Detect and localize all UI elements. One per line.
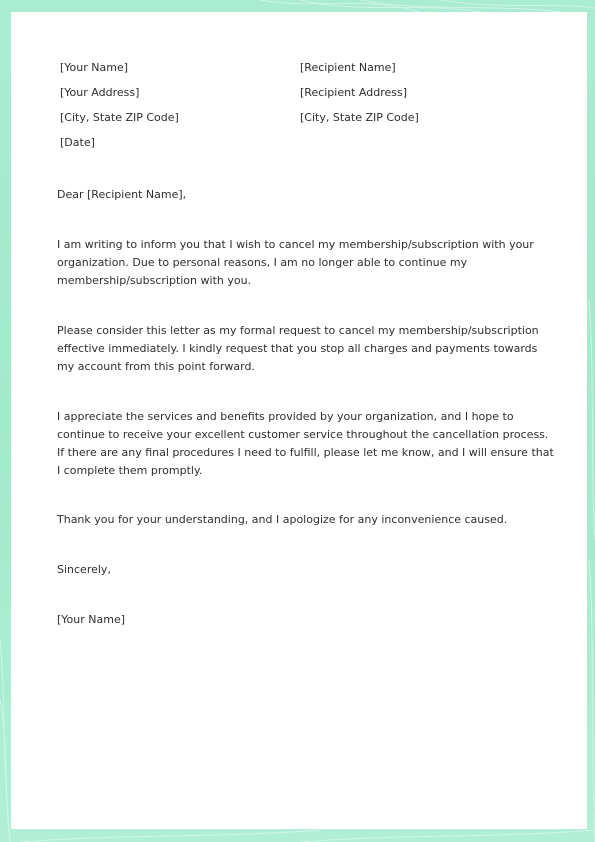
paragraph-line: membership/subscription with you. — [57, 274, 252, 287]
body-paragraph-1 — [57, 236, 557, 290]
paragraph-line: my account from this point forward. — [57, 360, 255, 373]
sender-city: [City, State ZIP Code] — [60, 111, 179, 124]
recipient-address: [Recipient Address] — [300, 86, 407, 99]
paragraph-line: continue to receive your excellent customer service throughout the cancellation process. — [57, 428, 549, 441]
sender-address: [Your Address] — [60, 86, 140, 99]
closing: Sincerely, — [57, 563, 111, 576]
paragraph-line: I appreciate the services and benefits provided by your organization, and I hope to — [57, 410, 514, 423]
body-paragraph-2 — [57, 322, 557, 376]
signature: [Your Name] — [57, 613, 126, 626]
letter-date: [Date] — [60, 136, 95, 149]
paragraph-line: Please consider this letter as my formal request to cancel my membership/subscription — [57, 324, 539, 337]
paragraph-line: effective immediately. I kindly request that you stop all charges and payments towards — [57, 342, 538, 355]
paragraph-line: Thank you for your understanding, and I apologize for any inconvenience caused. — [57, 513, 508, 526]
paragraph-line: I am writing to inform you that I wish to cancel my membership/subscription with your — [57, 238, 534, 251]
recipient-name: [Recipient Name] — [300, 61, 396, 74]
recipient-city: [City, State ZIP Code] — [300, 111, 419, 124]
letter-paper — [11, 12, 587, 829]
body-paragraph-4 — [57, 511, 557, 529]
salutation: Dear [Recipient Name], — [57, 188, 187, 201]
sender-name: [Your Name] — [60, 61, 129, 74]
body-paragraph-3 — [57, 408, 557, 480]
paragraph-line: If there are any final procedures I need to fulfill, please let me know, and I will ensure that — [57, 446, 554, 459]
paragraph-line: organization. Due to personal reasons, I am no longer able to continue my — [57, 256, 468, 269]
paragraph-line: I complete them promptly. — [57, 464, 203, 477]
